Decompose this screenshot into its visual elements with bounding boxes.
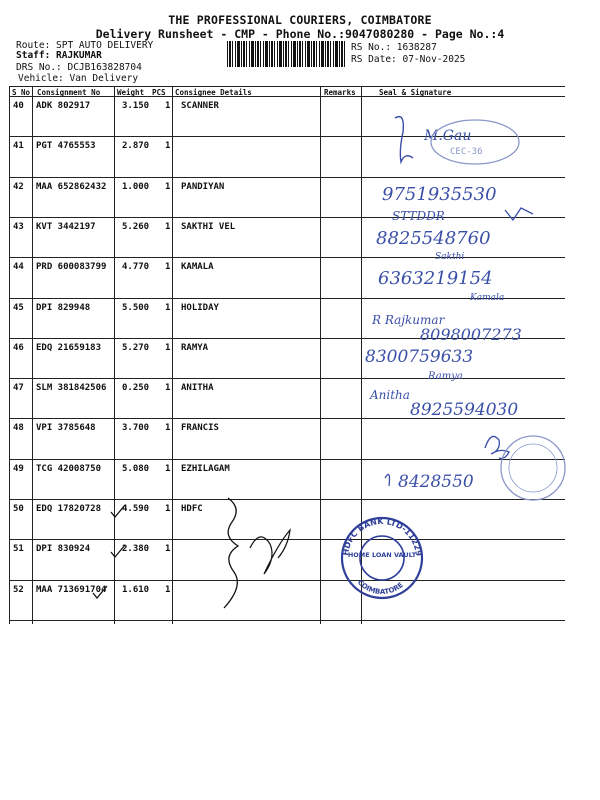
- cell-pcs: 1: [165, 221, 171, 232]
- runsheet-subtitle: Delivery Runsheet - CMP - Phone No.:9047080280 - Page No.:4: [95, 27, 505, 41]
- cell-sno: 50: [13, 504, 24, 514]
- cell-consignment: ADK 802917: [36, 101, 91, 111]
- col-header-sno: S No: [12, 88, 31, 97]
- cell-pcs: 1: [165, 342, 171, 353]
- cell-sno: 48: [13, 423, 24, 434]
- vehicle-label: Vehicle: Van Delivery: [18, 73, 139, 84]
- cell-sno: 47: [13, 383, 24, 394]
- cell-consignment: DPI 830924: [36, 544, 91, 555]
- handwritten-name-46: Ramya: [428, 371, 463, 382]
- cell-pcs: 1: [165, 504, 171, 514]
- drs-number: DRS No.: DCJB163828704: [16, 62, 142, 73]
- handwritten-name-42: STTDDR: [392, 209, 445, 223]
- cell-weight: 5.260: [122, 221, 150, 232]
- cell-consignee: EZHILAGAM: [181, 463, 230, 474]
- signature-50-52-flourish: [250, 530, 290, 574]
- handwritten-name-45: R Rajkumar: [372, 313, 445, 327]
- signature-text-40: M.Gau: [424, 128, 472, 144]
- cell-weight: 4.590: [122, 504, 150, 514]
- handwritten-phone-42: 9751935530: [382, 184, 497, 205]
- cell-pcs: 1: [165, 383, 171, 394]
- cell-consignment: VPI 3785648: [36, 423, 96, 434]
- cell-consignment: SLM 381842506: [36, 383, 107, 394]
- cell-sno: 41: [13, 141, 24, 152]
- faint-seal-text: CEC-36: [450, 147, 483, 157]
- cell-weight: 2.870: [122, 141, 150, 152]
- handwritten-phone-44: 6363219154: [378, 268, 493, 289]
- col-header-consignment: Consignment No: [37, 88, 101, 97]
- cell-weight: 4.770: [122, 262, 150, 273]
- round-stamp: [501, 436, 565, 500]
- cell-consignment: PGT 4765553: [36, 141, 96, 152]
- cell-pcs: 1: [165, 584, 171, 595]
- cell-pcs: 1: [165, 423, 171, 434]
- cell-consignment: MAA 713691704: [36, 584, 107, 595]
- signature-50-52: [224, 498, 238, 608]
- cell-sno: 49: [13, 463, 24, 474]
- cell-consignment: MAA 652862432: [36, 181, 107, 192]
- cell-consignee: PANDIYAN: [181, 181, 225, 192]
- signature-49: [385, 474, 390, 486]
- cell-weight: 5.080: [122, 463, 150, 474]
- cell-sno: 46: [13, 342, 24, 353]
- cell-weight: 3.700: [122, 423, 150, 434]
- hdfc-stamp-bottom-text: COIMBATORE: [355, 578, 405, 597]
- hdfc-stamp-outer-text: HDFC BANK LTD-11229: [340, 516, 424, 557]
- route-label: Route: SPT AUTO DELIVERY: [16, 40, 154, 51]
- tick-mark-50: [111, 505, 125, 517]
- handwritten-phone-49: 8428550: [398, 472, 474, 492]
- handwritten-phone-46: 8300759633: [365, 347, 474, 367]
- cell-consignee: RAMYA: [181, 342, 209, 353]
- cell-sno: 44: [13, 262, 24, 273]
- cell-pcs: 1: [165, 181, 171, 192]
- signature-mark-42: [505, 208, 533, 220]
- staff-label: Staff: RAJKUMAR: [16, 50, 102, 61]
- cell-consignee: HDFC: [181, 504, 203, 514]
- handwritten-phone-43: 8825548760: [376, 228, 491, 249]
- col-header-pcs: PCS: [152, 88, 166, 97]
- cell-pcs: 1: [165, 101, 171, 111]
- cell-consignee: KAMALA: [181, 262, 214, 273]
- cell-pcs: 1: [165, 141, 171, 152]
- cell-weight: 1.000: [122, 181, 150, 192]
- col-header-consignee: Consignee Details: [175, 88, 252, 97]
- cell-sno: 43: [13, 221, 24, 232]
- cell-sno: 51: [13, 544, 24, 555]
- handwritten-name-43: Sakthi: [435, 252, 465, 262]
- cell-weight: 0.250: [122, 383, 150, 394]
- handwritten-name-47: Anitha: [370, 388, 410, 402]
- cell-weight: 1.610: [122, 584, 150, 595]
- cell-pcs: 1: [165, 544, 171, 555]
- tick-mark-52: [93, 586, 107, 598]
- cell-consignment: TCG 42008750: [36, 463, 102, 474]
- cell-consignee: FRANCIS: [181, 423, 219, 434]
- cell-consignment: EDQ 17820728: [36, 504, 102, 514]
- handwritten-phone-45: 8098007273: [420, 325, 522, 344]
- signature-40: [395, 117, 413, 162]
- cell-weight: 2.380: [122, 544, 150, 555]
- cell-consignee: SCANNER: [181, 101, 219, 111]
- round-stamp-inner: [509, 444, 557, 492]
- cell-sno: 40: [13, 101, 24, 111]
- cell-sno: 52: [13, 584, 24, 595]
- hdfc-stamp-inner-text: HOME LOAN VAULT: [347, 551, 417, 559]
- cell-pcs: 1: [165, 302, 171, 313]
- rs-date: RS Date: 07-Nov-2025: [351, 54, 466, 65]
- cell-consignee: SAKTHI VEL: [181, 221, 236, 232]
- tick-mark-51: [111, 545, 125, 557]
- cell-consignee: ANITHA: [181, 383, 214, 394]
- cell-consignment: EDQ 21659183: [36, 342, 102, 353]
- cell-consignment: PRD 600083799: [36, 262, 107, 273]
- cell-consignee: HOLIDAY: [181, 302, 219, 313]
- cell-weight: 3.150: [122, 101, 150, 111]
- cell-pcs: 1: [165, 262, 171, 273]
- col-header-seal: Seal & Signature: [379, 88, 452, 97]
- handwritten-name-44: Kamala: [470, 293, 505, 303]
- col-header-remarks: Remarks: [324, 88, 356, 97]
- cell-weight: 5.500: [122, 302, 150, 313]
- company-title: THE PROFESSIONAL COURIERS, COIMBATORE: [168, 13, 432, 27]
- cell-consignment: DPI 829948: [36, 302, 91, 313]
- cell-consignment: KVT 3442197: [36, 221, 96, 232]
- cell-pcs: 1: [165, 463, 171, 474]
- hdfc-stamp: [341, 517, 423, 598]
- cell-sno: 45: [13, 302, 24, 313]
- col-header-weight: Weight: [117, 88, 145, 97]
- handwritten-phone-47: 8925594030: [410, 400, 519, 420]
- signature-48: [485, 436, 509, 458]
- cell-sno: 42: [13, 181, 24, 192]
- rs-number: RS No.: 1638287: [351, 42, 437, 53]
- cell-weight: 5.270: [122, 342, 150, 353]
